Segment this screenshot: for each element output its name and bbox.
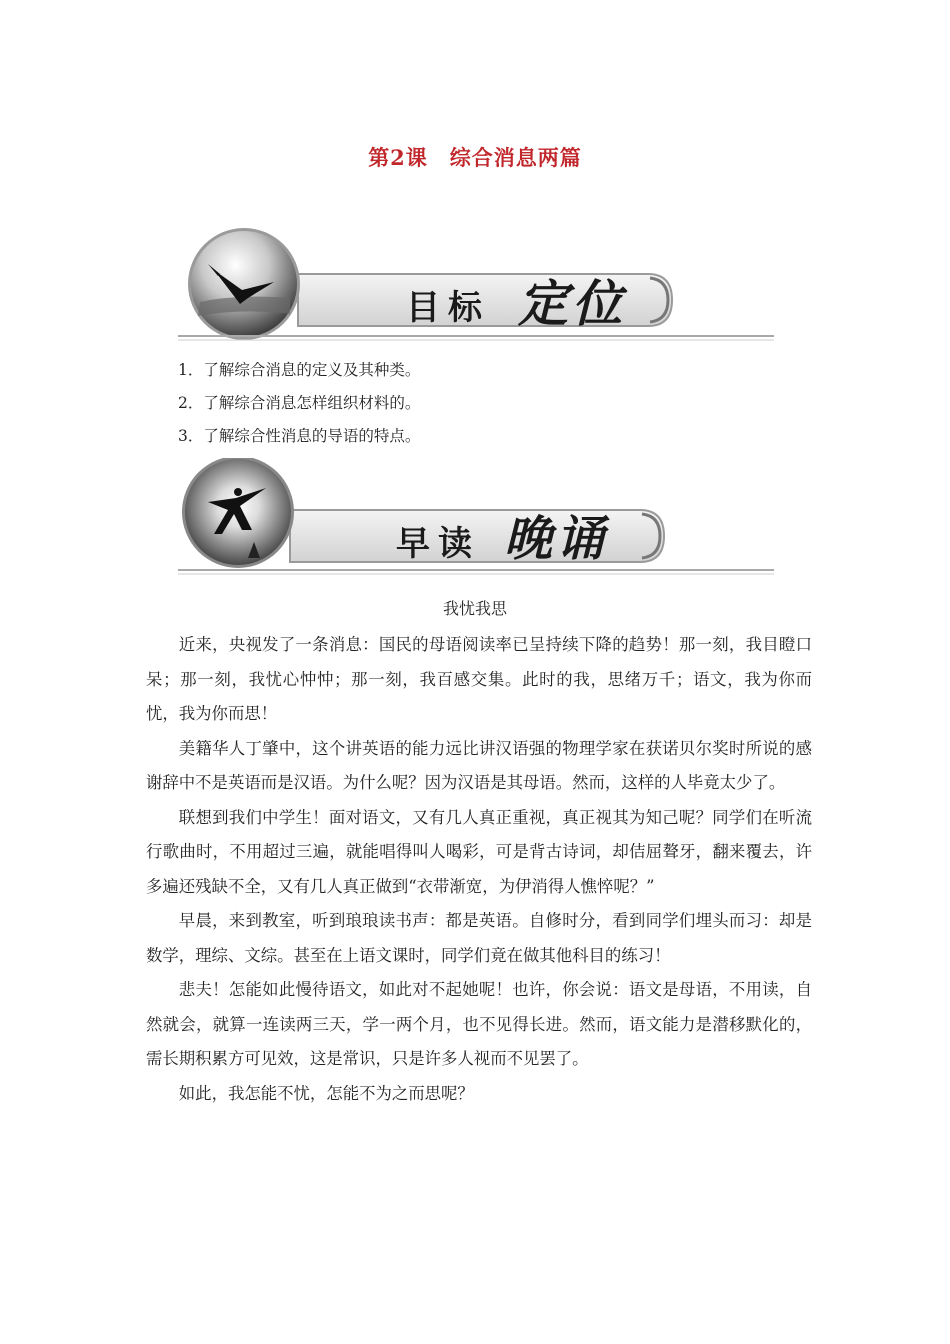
banner-reading-title-bold: 晚诵	[504, 511, 609, 567]
goals-list	[178, 354, 420, 453]
goal-item: 2．了解综合消息怎样组织材料的。	[178, 394, 421, 412]
section-banner-goals	[178, 228, 774, 348]
section-banner-reading	[178, 458, 774, 578]
essay-title: 我忧我思	[442, 599, 507, 618]
essay-body	[146, 628, 812, 1111]
essay-paragraph: 联想到我们中学生！面对语文，又有几人真正重视，真正视其为知己呢？同学们在听流行歌曲时，不用超过三遍，就能唱得叫人喝彩，可是背古诗词，却佶屈聱牙，翻来覆去，许多遍还残缺不全，又有几人真正做到“衣带渐宽，为伊消得人憔悴呢？”	[146, 807, 812, 896]
lesson-title: 第2课 综合消息两篇	[368, 145, 582, 170]
goal-item: 1．了解综合消息的定义及其种类。	[178, 361, 421, 379]
essay-paragraph: 美籍华人丁肇中，这个讲英语的能力远比讲汉语强的物理学家在获诺贝尔奖时所说的感谢辞中不是英语而是汉语。为什么呢？因为汉语是其母语。然而，这样的人毕竟太少了。	[146, 738, 812, 792]
essay-paragraph: 早晨，来到教室，听到琅琅读书声：都是英语。自修时分，看到同学们埋头而习：却是数学，理综、文综。甚至在上语文课时，同学们竟在做其他科目的练习！	[146, 911, 812, 965]
essay-paragraph: 悲夫！怎能如此慢待语文，如此对不起她呢！也许，你会说：语文是母语，不用读，自然就会，就算一连读两三天，学一两个月，也不见得长进。然而，语文能力是潜移默化的，需长期积累方可见效，这是常识，只是许多人视而不见罢了。	[146, 980, 812, 1068]
banner-goals-title-plain: 目标	[406, 288, 490, 328]
essay-paragraph: 近来，央视发了一条消息：国民的母语阅读率已呈持续下降的趋势！那一刻，我目瞪口呆；那一刻，我忧心忡忡；那一刻，我百感交集。此时的我，思绪万千；语文，我为你而忧，我为你而思！	[146, 635, 812, 723]
banner-reading-title-plain: 早读	[396, 524, 480, 564]
goal-item: 3．了解综合性消息的导语的特点。	[178, 427, 421, 445]
banner-goals-title-bold: 定位	[518, 274, 626, 333]
essay-paragraph: 如此，我怎能不忧，怎能不为之而思呢？	[178, 1083, 474, 1103]
